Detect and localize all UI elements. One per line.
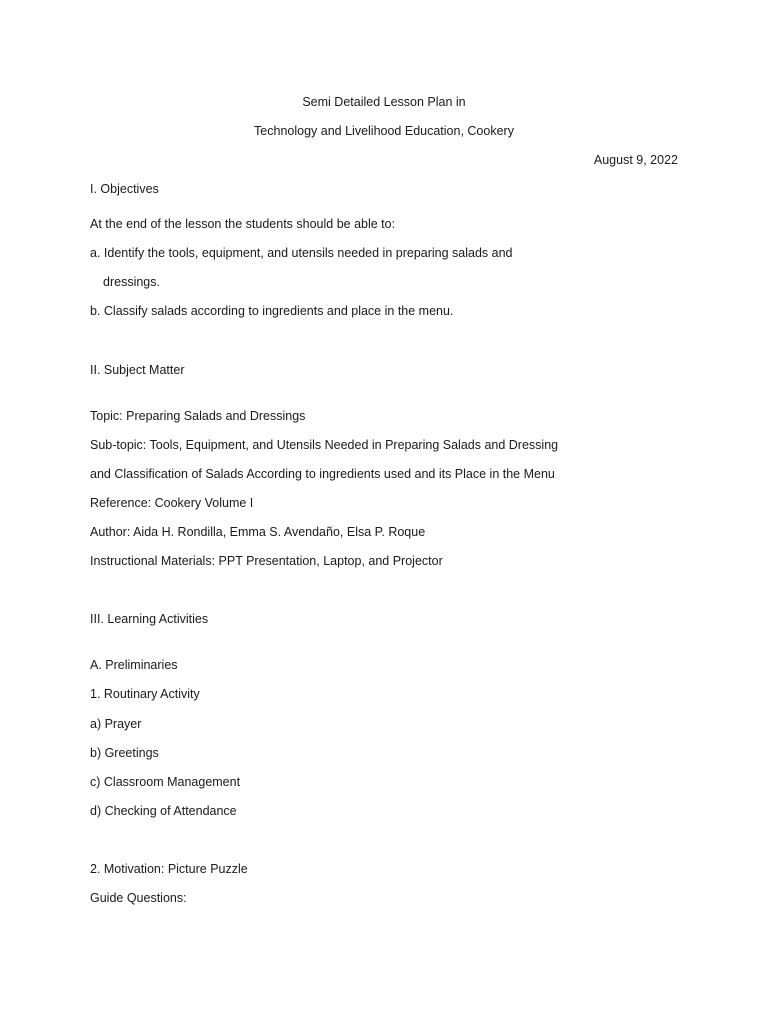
objective-a-line-1: a. Identify the tools, equipment, and utensils needed in preparing salads and [90, 246, 513, 260]
greetings-line: b) Greetings [90, 746, 159, 760]
reference-line: Reference: Cookery Volume I [90, 496, 254, 510]
guide-questions-line: Guide Questions: [90, 891, 187, 905]
attendance-line: d) Checking of Attendance [90, 804, 237, 818]
objectives-intro: At the end of the lesson the students should be able to: [90, 217, 396, 231]
prayer-line: a) Prayer [90, 717, 142, 731]
title-line-2: Technology and Livelihood Education, Cookery [254, 124, 514, 138]
objective-a-line-2: dressings. [103, 275, 160, 289]
lesson-date: August 9, 2022 [593, 153, 678, 167]
motivation-line: 2. Motivation: Picture Puzzle [90, 862, 248, 876]
routinary-line: 1. Routinary Activity [90, 687, 200, 701]
topic-line: Topic: Preparing Salads and Dressings [90, 409, 306, 423]
subtopic-line-1: Sub-topic: Tools, Equipment, and Utensils Needed in Preparing Salads and Dressing [90, 438, 559, 452]
subtopic-line-2: and Classification of Salads According to ingredients used and its Place in the Menu [90, 467, 555, 481]
objectives-heading: I. Objectives [90, 182, 159, 196]
objective-b: b. Classify salads according to ingredients and place in the menu. [90, 304, 454, 318]
materials-line: Instructional Materials: PPT Presentation, Laptop, and Projector [90, 554, 443, 568]
title-line-1: Semi Detailed Lesson Plan in [302, 95, 466, 109]
author-line: Author: Aida H. Rondilla, Emma S. Avendaño, Elsa P. Roque [90, 525, 426, 539]
learning-activities-heading: III. Learning Activities [90, 612, 209, 626]
preliminaries-line: A. Preliminaries [90, 658, 178, 672]
classroom-management-line: c) Classroom Management [90, 775, 241, 789]
subject-matter-heading: II. Subject Matter [90, 363, 185, 377]
